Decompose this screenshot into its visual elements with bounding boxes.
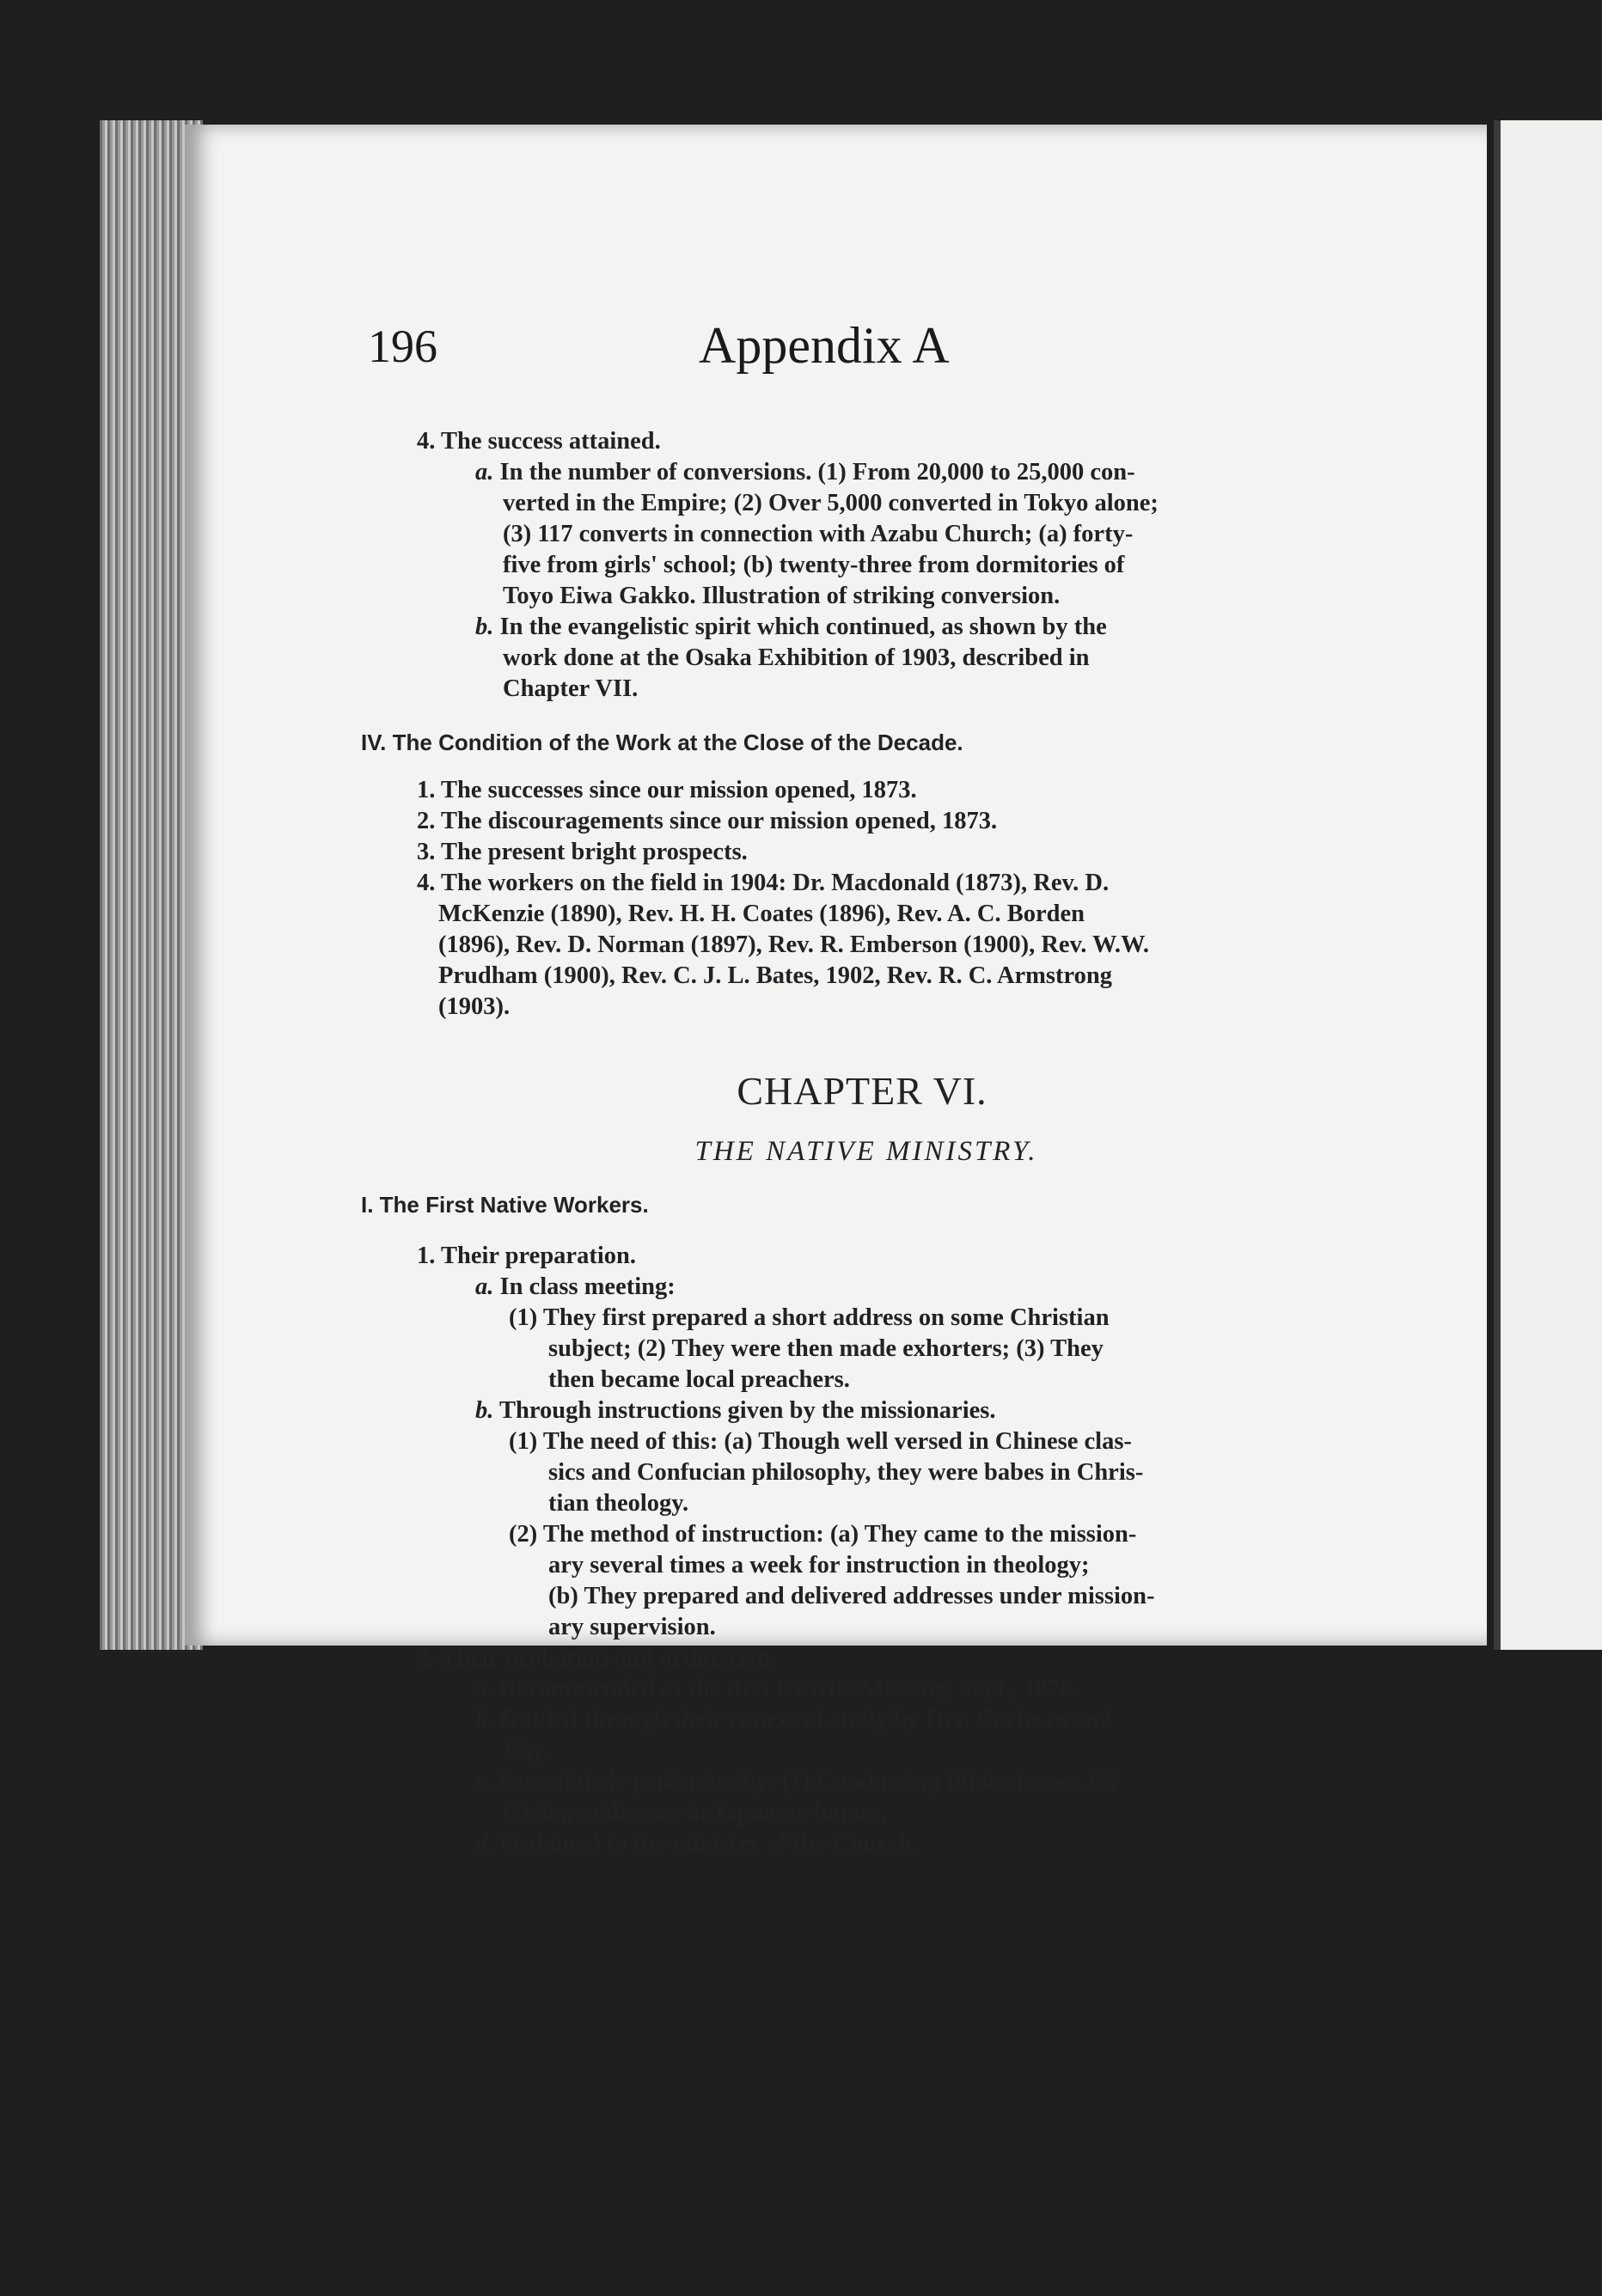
outline-item: 1. The successes since our mission opened, 1873. (417, 777, 917, 803)
outline-item: 4. The success attained. (417, 428, 661, 455)
outline-item: 2. Their probation and ordination. (417, 1645, 777, 1671)
chapter-title: CHAPTER VI. (737, 1069, 987, 1113)
page-content (361, 426, 1269, 1859)
outline-item: 1. Their preparation. (417, 1243, 636, 1269)
outline-item: 2. The discouragements since our mission opened, 1873. (417, 808, 998, 834)
outline-subitem-c: c. Served their probation by: (1) Conducting Bible classes; (2) Giving addresses in Japanese homes. (475, 1768, 1118, 1826)
chapter-subtitle: THE NATIVE MINISTRY. (694, 1136, 1038, 1167)
section-heading: I. The First Native Workers. (361, 1192, 649, 1218)
outline-subitem-a: a. Recommended at the first District Meeting, Sept., 1876. (475, 1676, 1079, 1702)
section-heading: IV. The Condition of the Work at the Close of the Decade. (361, 730, 963, 755)
outline-subitem-d: d. Ordained to the ministry of the Church. (475, 1830, 918, 1857)
outline-subitem-a: a. In the number of conversions. (1) From 20,000 to 25,000 con- verted in the Empire; (2) Over 5,000 converted in Tokyo alone; (3) 117 converts in connection with Azabu Church; (a) forty- five from girls' school; (b) twenty-three from dormitories of Toyo Eiwa Gakko. Illustration of striking conversion. (475, 459, 1159, 609)
outline-subsubitem: (1) The need of this: (a) Though well versed in Chinese clas- sics and Confucian philosophy, they were babes in Chris- tian theology. (509, 1428, 1144, 1517)
page-number: 196 (368, 321, 437, 372)
outline-subitem-b: b. Through instructions given by the missionaries. (475, 1397, 996, 1424)
outline-item: 4. The workers on the field in 1904: Dr. Macdonald (1873), Rev. D. McKenzie (1890), Rev. H. H. Coates (1896), Rev. A. C. Borden (1896), Rev. D. Norman (1897), Rev. R. Emberson (1900), Rev. W.W. Prudham (1900), Rev. C. J. L. Bates, 1902, Rev. R. C. Armstrong (1903). (417, 870, 1150, 1020)
facing-page-edge (1494, 120, 1602, 1650)
outline-item: 3. The present bright prospects. (417, 839, 748, 865)
outline-subitem-b: b. In the evangelistic spirit which continued, as shown by the work done at the Osaka Exhibition of 1903, described in Chapter VII. (475, 614, 1107, 702)
outline-subitem-b: b. Guided through their course of study by Drs. Cochran and Eby. (475, 1707, 1113, 1764)
page-header (368, 317, 1269, 388)
running-head: Appendix A (699, 317, 950, 374)
outline-subitem-a: a. In class meeting: (475, 1273, 676, 1300)
outline-subsubitem: (2) The method of instruction: (a) They came to the mission- ary several times a week for instruction in theology; (b) They prepared and delivered addresses under mission- ary supervision. (509, 1521, 1155, 1640)
outline-subsubitem: (1) They first prepared a short address on some Christian subject; (2) They were then made exhorters; (3) They then became local preachers. (509, 1304, 1110, 1393)
